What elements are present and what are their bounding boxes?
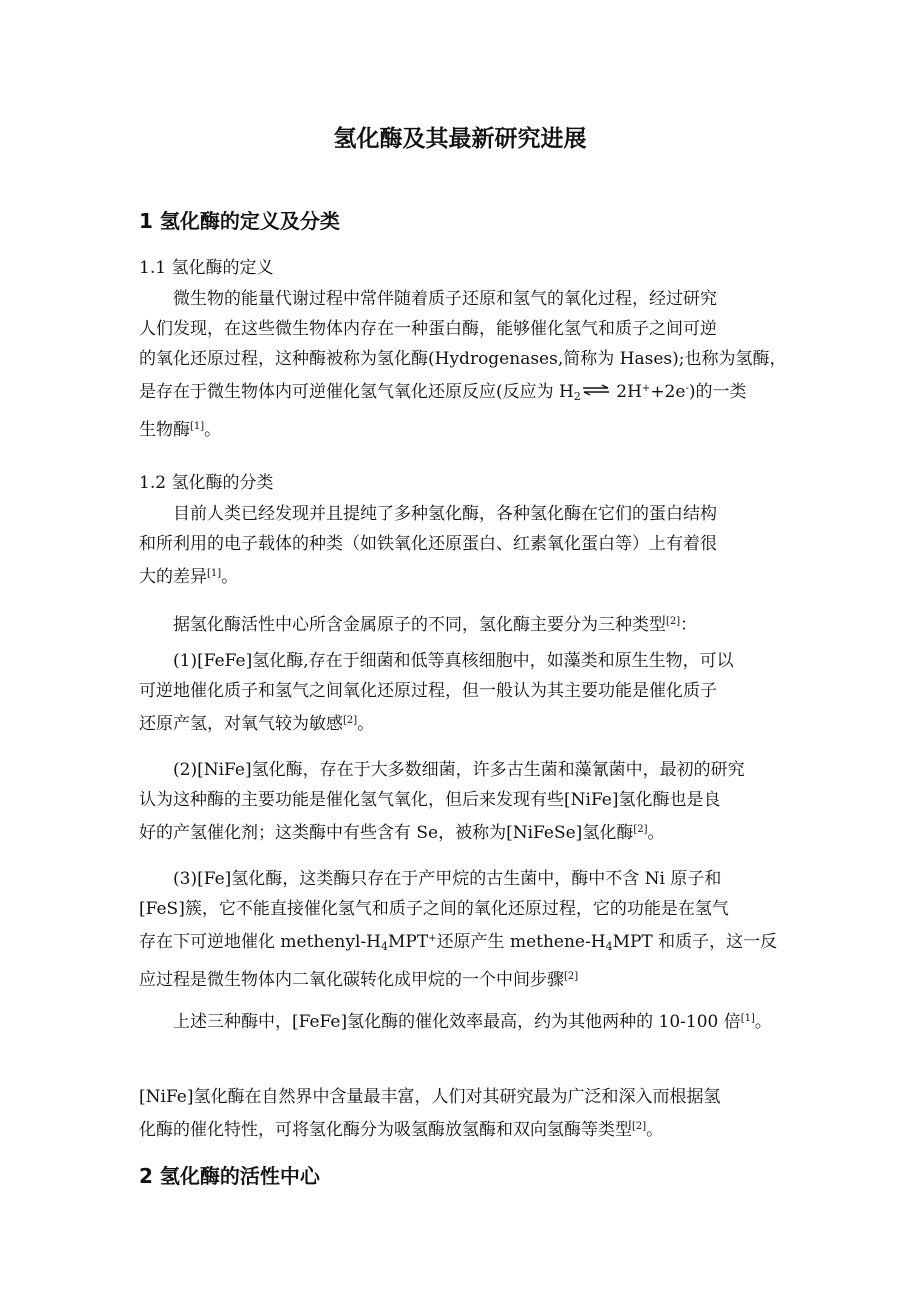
paragraph-types (139, 607, 789, 640)
superscript: - (685, 383, 689, 394)
text-fragment: 生物酶 (139, 420, 190, 440)
text-line: 和所利用的电子载体的种类（如铁氧化还原蛋白、红素氧化蛋白等）上有着很 (139, 534, 717, 554)
text-fragment: 存在下可逆地催化 methenyl-H (139, 932, 381, 952)
text-line (139, 1112, 789, 1145)
text-fragment: 据氢化酶活性中心所含金属原子的不同，氢化酶主要分为三种类型 (173, 615, 666, 635)
section-2-heading: 2 氢化酶的活性中心 (139, 1164, 320, 1188)
text-fragment: MPT 和质子，这一反 (612, 932, 778, 952)
equilibrium-arrow-icon (581, 384, 611, 396)
text-line (139, 607, 789, 640)
subscript: 4 (380, 940, 388, 953)
text-line: 可逆地催化质子和氢气之间氧化还原过程，但一般认为其主要功能是催化质子 (139, 681, 717, 701)
text-line: (2)[NiFe]氢化酶，存在于大多数细菌，许多古生菌和藻氰菌中，最初的研究 (173, 760, 745, 780)
text-line (139, 924, 789, 962)
text-fragment: 大的差异 (139, 567, 207, 587)
reaction-line (139, 374, 789, 412)
superscript: + (641, 383, 651, 394)
citation: [2] (564, 971, 579, 982)
text-line (139, 1004, 789, 1037)
text-line: 微生物的能量代谢过程中常伴随着质子还原和氢气的氧化过程，经过研究 (173, 289, 717, 309)
text-fragment: 。 (647, 823, 665, 843)
text-fragment: 好的产氢催化剂；这类酶中有些含有 Se，被称为[NiFeSe]氢化酶 (139, 823, 634, 843)
text-line (139, 706, 789, 739)
text-fragment: 。 (357, 714, 375, 734)
text-line: (3)[Fe]氢化酶，这类酶只存在于产甲烷的古生菌中，酶中不含 Ni 原子和 (173, 869, 722, 889)
text-fragment: 。 (646, 1120, 664, 1140)
text-line (139, 962, 789, 995)
text-fragment: 。 (204, 420, 222, 440)
text-fragment: )的一类 (688, 382, 747, 402)
subscript: 2 (573, 390, 581, 403)
text-line (139, 815, 789, 848)
subscript: 4 (605, 940, 613, 953)
text-fragment: 2H (610, 382, 642, 402)
text-line: [FeS]簇，它不能直接催化氢气和质子之间的氧化还原过程，它的功能是在氢气 (139, 899, 729, 919)
citation: [2] (633, 824, 648, 835)
citation: [2] (666, 616, 681, 627)
text-line (139, 559, 789, 592)
text-line (139, 412, 789, 445)
text-fragment: +2e (650, 382, 686, 402)
paragraph-nife (139, 755, 789, 848)
citation: [1] (207, 568, 222, 579)
text-fragment: 。 (221, 567, 239, 587)
paragraph-definition (139, 284, 789, 445)
paragraph-fe (139, 864, 789, 995)
text-fragment: 应过程是微生物体内二氧化碳转化成甲烷的一个中间步骤 (139, 970, 564, 990)
text-line: 人们发现，在这些微生物体内存在一种蛋白酶，能够催化氢气和质子之间可逆 (139, 319, 717, 339)
document-title: 氢化酶及其最新研究进展 (333, 126, 587, 152)
citation: [2] (343, 715, 358, 726)
text-fragment: 是存在于微生物体内可逆催化氢气氧化还原反应(反应为 H (139, 382, 574, 402)
text-fragment: 。 (754, 1012, 772, 1032)
subsection-1-1-heading: 1.1 氢化酶的定义 (139, 258, 274, 278)
text-fragment: MPT (387, 932, 429, 952)
paragraph-nife-abundance (139, 1082, 789, 1145)
text-fragment: 还原产生 methene-H (436, 932, 606, 952)
paragraph-efficiency (139, 1004, 789, 1037)
text-line: [NiFe]氢化酶在自然界中含量最丰富，人们对其研究最为广泛和深入而根据氢 (139, 1087, 721, 1107)
citation: [2] (632, 1121, 647, 1132)
citation: [1] (190, 421, 205, 432)
superscript: + (428, 933, 437, 944)
text-fragment: 化酶的催化特性，可将氢化酶分为吸氢酶放氢酶和双向氢酶等类型 (139, 1120, 632, 1140)
text-fragment: ： (680, 615, 698, 635)
text-line: 目前人类已经发现并且提纯了多种氢化酶，各种氢化酶在它们的蛋白结构 (173, 504, 717, 524)
text-line: 的氧化还原过程，这种酶被称为氢化酶(Hydrogenases,简称为 Hases);也称为氢酶， (139, 349, 787, 369)
text-line: 认为这种酶的主要功能是催化氢气氧化，但后来发现有些[NiFe]氢化酶也是良 (139, 790, 721, 810)
subsection-1-2-heading: 1.2 氢化酶的分类 (139, 473, 274, 493)
text-line: (1)[FeFe]氢化酶,存在于细菌和低等真核细胞中，如藻类和原生生物，可以 (173, 651, 734, 671)
section-1-heading: 1 氢化酶的定义及分类 (139, 209, 340, 233)
text-fragment: 上述三种酶中，[FeFe]氢化酶的催化效率最高，约为其他两种的 10-100 倍 (173, 1012, 741, 1032)
paragraph-fefe (139, 646, 789, 739)
citation: [1] (740, 1013, 755, 1024)
paragraph-classification-intro (139, 499, 789, 592)
text-fragment: 还原产氢，对氧气较为敏感 (139, 714, 343, 734)
